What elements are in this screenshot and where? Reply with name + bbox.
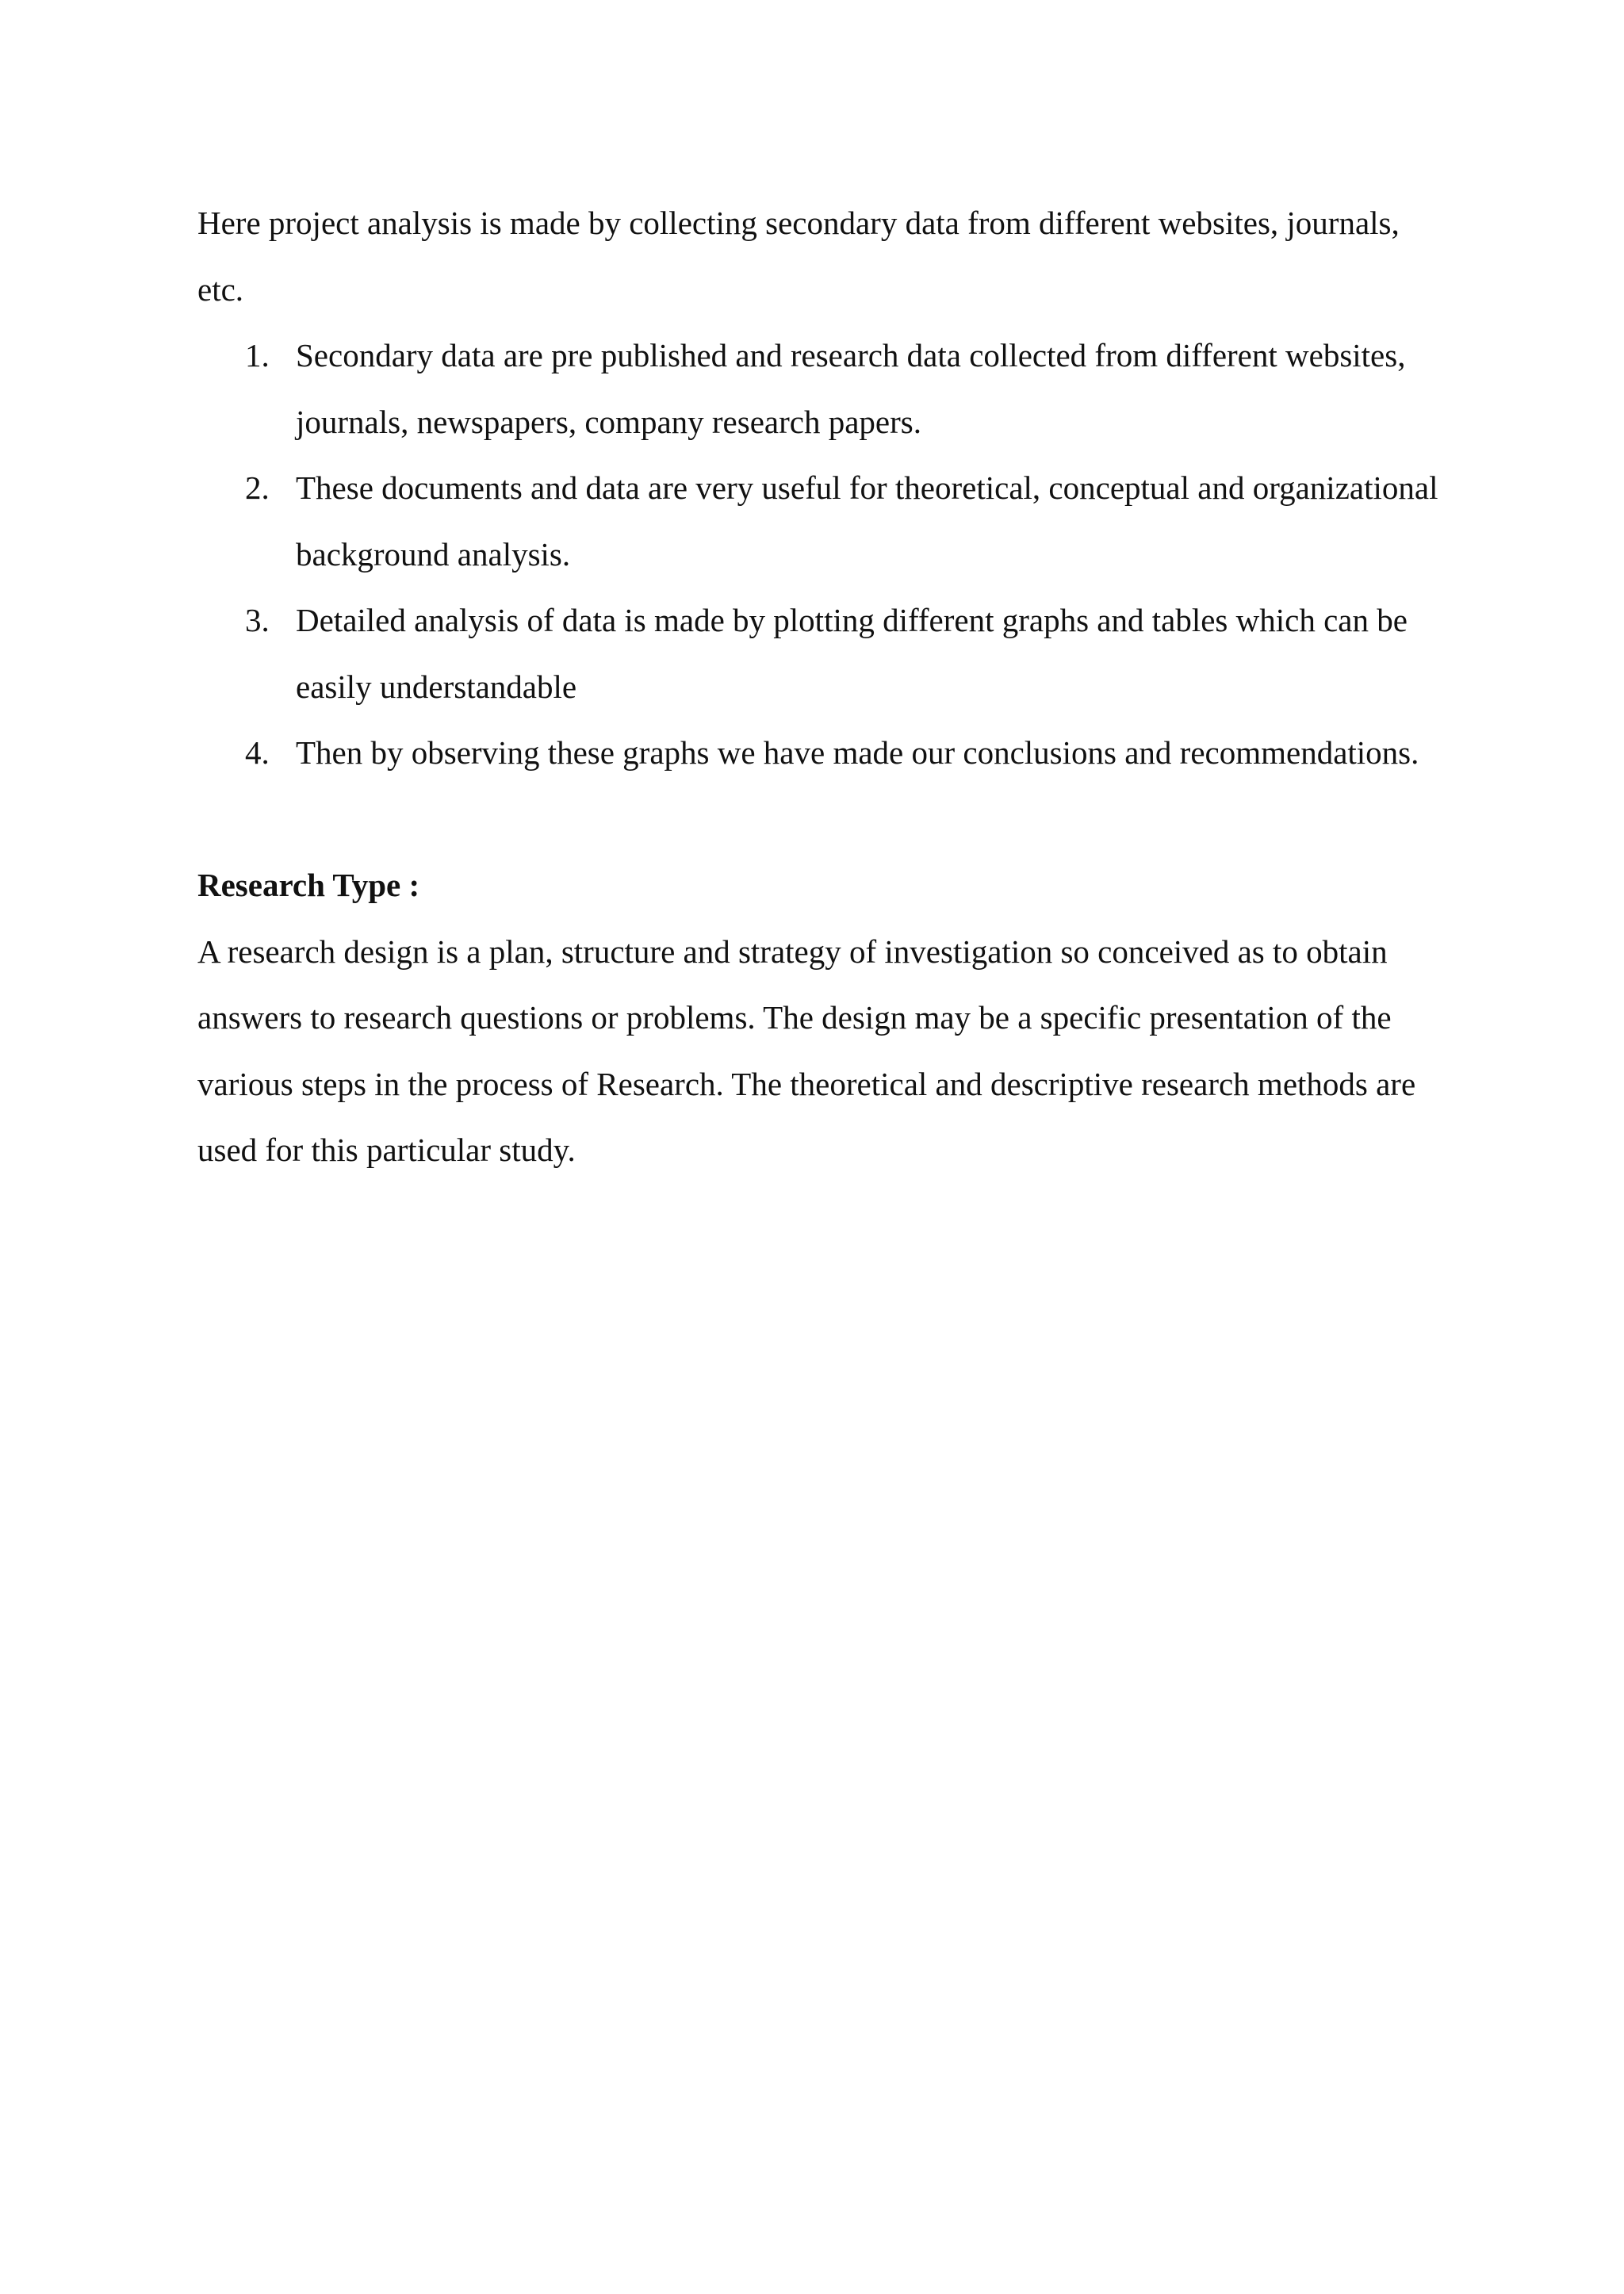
blank-line	[197, 787, 1450, 853]
list-item	[197, 455, 1450, 588]
list-item-text: Secondary data are pre published and research data collected from different websites, journals, newspapers, company research papers.	[296, 337, 1406, 440]
section-body: A research design is a plan, structure and strategy of investigation so conceived as to obtain answers to research questions or problems. The design may be a specific presentation of the various steps in the process of Research. The theoretical and descriptive research methods are used for this particular study.	[197, 933, 1416, 1168]
list-item-number: 2.	[245, 469, 270, 506]
list-item-text: Then by observing these graphs we have made our conclusions and recommendations.	[296, 734, 1419, 771]
list-item-number: 3.	[245, 602, 270, 638]
intro-paragraph: Here project analysis is made by collecting secondary data from different websites, journals, etc.	[197, 205, 1400, 308]
list-item	[197, 323, 1450, 455]
list-item-text: Detailed analysis of data is made by plotting different graphs and tables which can be easily understandable	[296, 602, 1408, 705]
section-heading: Research Type :	[197, 867, 420, 903]
list-item-text: These documents and data are very useful for theoretical, conceptual and organizational background analysis.	[296, 469, 1438, 573]
list-item	[197, 720, 1450, 787]
list-item	[197, 588, 1450, 720]
list-item-number: 1.	[245, 337, 270, 373]
page-content	[197, 190, 1450, 1184]
method-list	[197, 323, 1450, 787]
list-item-number: 4.	[245, 734, 270, 771]
